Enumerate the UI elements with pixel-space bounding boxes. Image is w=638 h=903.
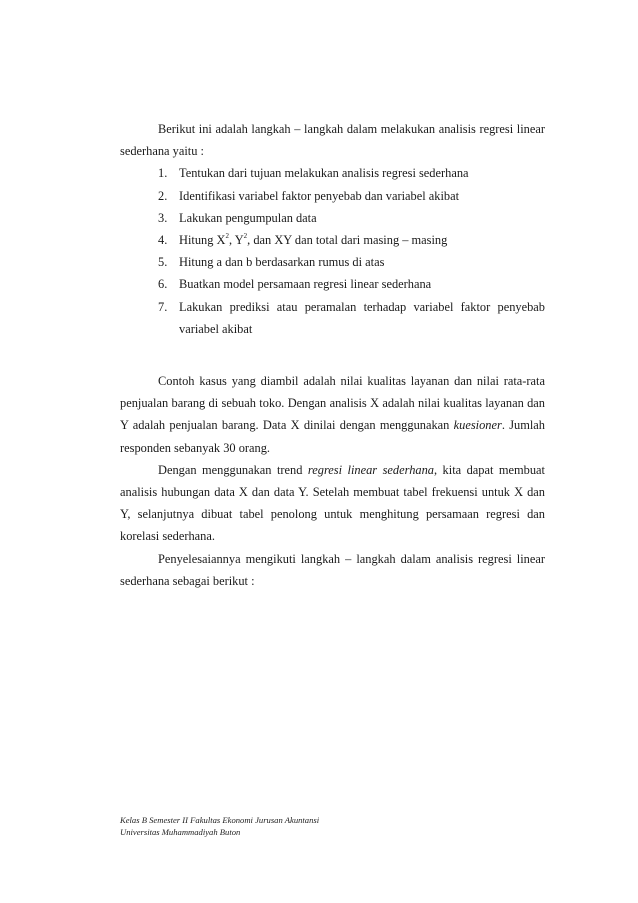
- list-item: 1. Tentukan dari tujuan melakukan analisis regresi sederhana: [158, 166, 469, 181]
- list-item: 6. Buatkan model persamaan regresi linear sederhana: [158, 277, 432, 292]
- list-item: 3. Lakukan pengumpulan data: [158, 210, 317, 225]
- list-item: 7. Lakukan prediksi atau peramalan terhadap variabel faktor penyebab variabel akibat: [158, 299, 545, 336]
- intro-section: [120, 118, 545, 340]
- steps-list: [120, 162, 545, 340]
- solution-paragraph: Penyelesaiannya mengikuti langkah – langkah dalam analisis regresi linear sederhana sebagai berikut :: [120, 551, 545, 588]
- method-paragraph: Dengan menggunakan trend regresi linear sederhana, kita dapat membuat analisis hubungan data X dan data Y. Setelah membuat tabel frekuensi untuk X dan Y, selanjutnya dibuat tabel penolong untuk menghitung persamaan regresi dan korelasi sederhana.: [120, 462, 546, 544]
- emphasis-kuesioner: kuesioner: [453, 418, 502, 433]
- list-item: 5. Hitung a dan b berdasarkan rumus di atas: [158, 255, 385, 270]
- example-section: [120, 370, 545, 592]
- list-item: 2. Identifikasi variabel faktor penyebab dan variabel akibat: [158, 188, 460, 203]
- intro-paragraph: Berikut ini adalah langkah – langkah dalam melakukan analisis regresi linear sederhana yaitu :: [120, 122, 545, 159]
- emphasis-regresi: regresi linear sederhana: [307, 462, 434, 477]
- list-item: 4. Hitung $X^2$, $Y^2$, dan XY dan total dari masing – masing: [158, 231, 448, 248]
- footer-line-1: Kelas B Semester II Fakultas Ekonomi Jurusan Akuntansi: [120, 815, 320, 825]
- footer-line-2: Universitas Muhammadiyah Buton: [120, 826, 241, 837]
- example-paragraph: Contoh kasus yang diambil adalah nilai kualitas layanan dan nilai rata-rata penjualan barang di sebuah toko. Dengan analisis X adalah nilai kualitas layanan dan Y adalah penjualan barang. Data X dinilai dengan menggunakan kuesioner. Jumlah responden sebanyak 30 orang.: [120, 374, 545, 455]
- page-footer: [120, 815, 319, 838]
